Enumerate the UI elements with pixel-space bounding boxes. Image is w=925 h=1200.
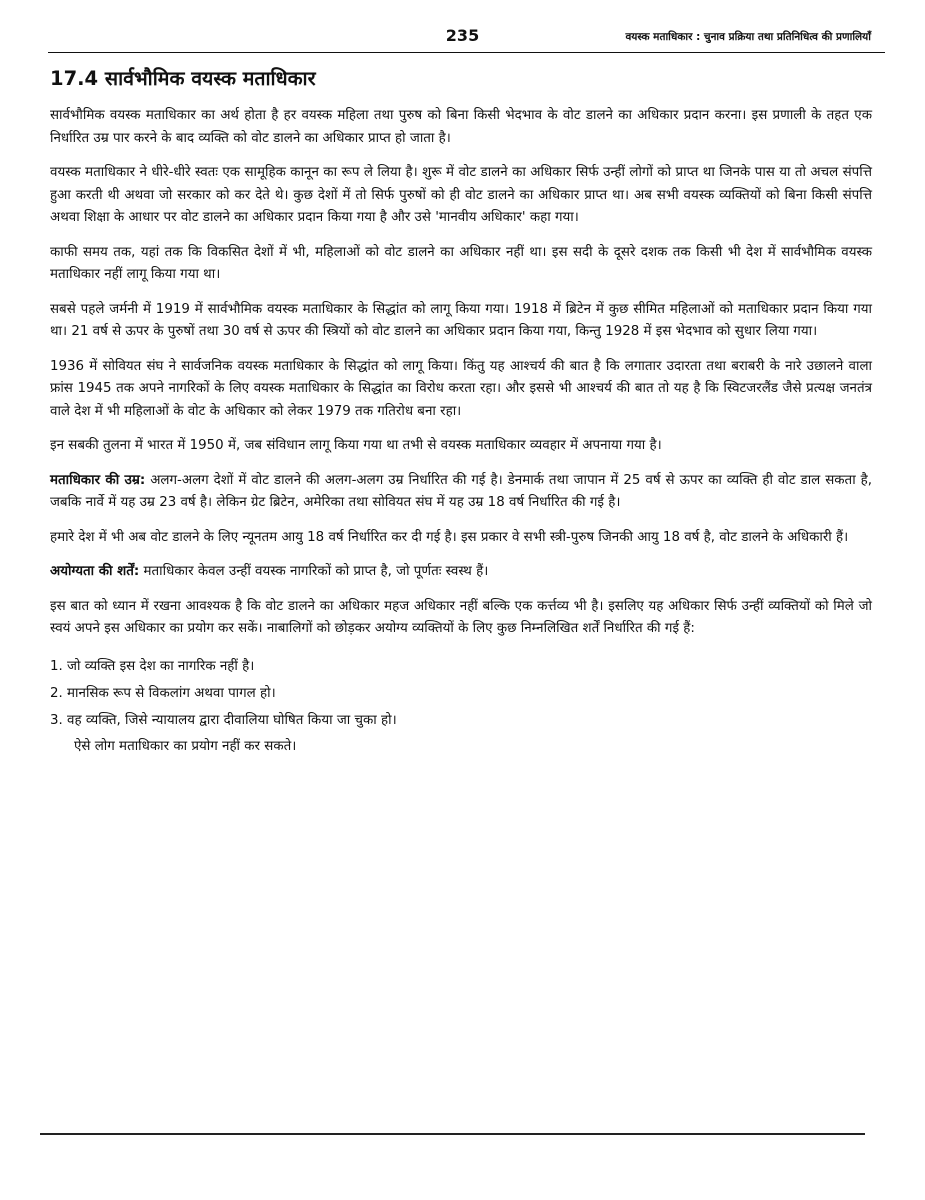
header-rule xyxy=(48,52,885,53)
page-number: 235 xyxy=(445,26,480,45)
paragraph-germany-britain: सबसे पहले जर्मनी में 1919 में सार्वभौमिक वयस्क मताधिकार के सिद्धांत को लागू किया गया। 1918 में ब्रिटेन में कुछ सीमित महिलाओं को मताधिकार प्रदान किया गया था। 21 वर्ष से ऊपर के पुरुषों तथा 30 वर्ष से ऊपर की स्त्रियों को वोट डालने का अधिकार प्रदान किया गया, किन्तु 1928 में इस भेदभाव को सुधार लिया गया। xyxy=(50,301,872,339)
paragraph-duty: इस बात को ध्यान में रखना आवश्यक है कि वोट डालने का अधिकार महज अधिकार नहीं बल्कि एक कर्त्तव्य भी है। इसलिए यह अधिकार सिर्फ उन्हीं व्यक्तियों को मिले जो स्वयं अपने इस अधिकार का प्रयोग कर सकें। नाबालिगों को छोड़कर अयोग्य व्यक्तियों के लिए कुछ निम्नलिखित शर्तें निर्धारित की गई हैं: xyxy=(50,598,872,636)
section-title: 17.4 सार्वभौमिक वयस्क मताधिकार xyxy=(50,67,316,90)
ineligibility-label: अयोग्यता की शर्तें: xyxy=(50,564,140,579)
list-item: 1. जो व्यक्ति इस देश का नागरिक नहीं है। xyxy=(50,658,255,674)
page-header xyxy=(48,22,877,52)
ineligibility-text: मताधिकार केवल उन्हीं वयस्क नागरिकों को प्राप्त है, जो पूर्णतः स्वस्थ हैं। xyxy=(139,564,489,579)
paragraph-history: वयस्क मताधिकार ने धीरे-धीरे स्वतः एक सामूहिक कानून का रूप ले लिया है। शुरू में वोट डालने का अधिकार सिर्फ उन्हीं लोगों को प्राप्त था जिनके पास या तो अचल संपत्ति हुआ करती थी अथवा जो सरकार को कर देते थे। कुछ देशों में तो सिर्फ पुरुषों को ही वोट डालने का अधिकार प्राप्त था। अब सभी वयस्क व्यक्तियों को बिना किसी संपत्ति अथवा शिक्षा के आधार पर वोट डालने का अधिकार प्रदान किया गया है और उसे 'मानवीय अधिकार' कहा गया। xyxy=(50,165,872,225)
list-item: 2. मानसिक रूप से विकलांग अथवा पागल हो। xyxy=(50,685,276,701)
paragraph-definition: सार्वभौमिक वयस्क मताधिकार का अर्थ होता है हर वयस्क महिला तथा पुरुष को बिना किसी भेदभाव के वोट डालने का अधिकार प्रदान करना। इस प्रणाली के तहत एक निर्धारित उम्र पार करने के बाद व्यक्ति को वोट डालने का अधिकार प्राप्त हो जाता है। xyxy=(50,108,872,146)
footer-rule xyxy=(40,1133,865,1135)
paragraph-india-age: हमारे देश में भी अब वोट डालने के लिए न्यूनतम आयु 18 वर्ष निर्धारित कर दी गई है। इस प्रकार वे सभी स्त्री-पुरुष जिनकी आयु 18 वर्ष है, वोट डालने के अधिकारी हैं। xyxy=(50,529,849,545)
paragraph-voting-age xyxy=(50,470,872,515)
running-title: वयस्क मताधिकार : चुनाव प्रक्रिया तथा प्रतिनिधित्व की प्रणालियाँ xyxy=(625,31,871,43)
page-content xyxy=(50,64,872,758)
list-item: 3. वह व्यक्ति, जिसे न्यायालय द्वारा दीवालिया घोषित किया जा चुका हो। xyxy=(50,712,397,728)
paragraph-ineligibility xyxy=(50,561,872,584)
paragraph-women-vote: काफी समय तक, यहां तक कि विकसित देशों में भी, महिलाओं को वोट डालने का अधिकार नहीं था। इस सदी के दूसरे दशक तक किसी भी देश में सार्वभौमिक वयस्क मताधिकार नहीं लागू किया गया था। xyxy=(50,244,872,282)
voting-age-label: मताधिकार की उम्र: xyxy=(50,472,146,488)
paragraph-soviet-france: 1936 में सोवियत संघ ने सार्वजनिक वयस्क मताधिकार के सिद्धांत को लागू किया। किंतु यह आश्चर्य की बात है कि लगातार उदारता तथा बराबरी के नारे उछालने वाला फ्रांस 1945 तक अपने नागरिकों के लिए वयस्क मताधिकार के सिद्धांत का विरोध करता रहा। और इससे भी आश्चर्य की बात तो यह है कि स्विटजरलैंड जैसे प्रत्यक्ष जनतंत्र वाले देश में भी महिलाओं के वोट के अधिकार को लेकर 1979 तक गतिरोध बना रहा। xyxy=(50,358,872,419)
closing-line: ऐसे लोग मताधिकार का प्रयोग नहीं कर सकते। xyxy=(74,738,297,754)
voting-age-text: अलग-अलग देशों में वोट डालने की अलग-अलग उम्र निर्धारित की गई है। डेनमार्क तथा जापान में 25 वर्ष से ऊपर का व्यक्ति ही वोट डाल सकता है, जबकि नार्वे में यह उम्र 23 वर्ष है। लेकिन ग्रेट ब्रिटेन, अमेरिका तथा सोवियत संघ में यह उम्र 18 वर्ष निर्धारित की गई है। xyxy=(50,472,872,510)
paragraph-india: इन सबकी तुलना में भारत में 1950 में, जब संविधान लागू किया गया था तभी से वयस्क मताधिकार व्यवहार में अपनाया गया है। xyxy=(50,438,662,453)
conditions-list xyxy=(50,653,872,734)
